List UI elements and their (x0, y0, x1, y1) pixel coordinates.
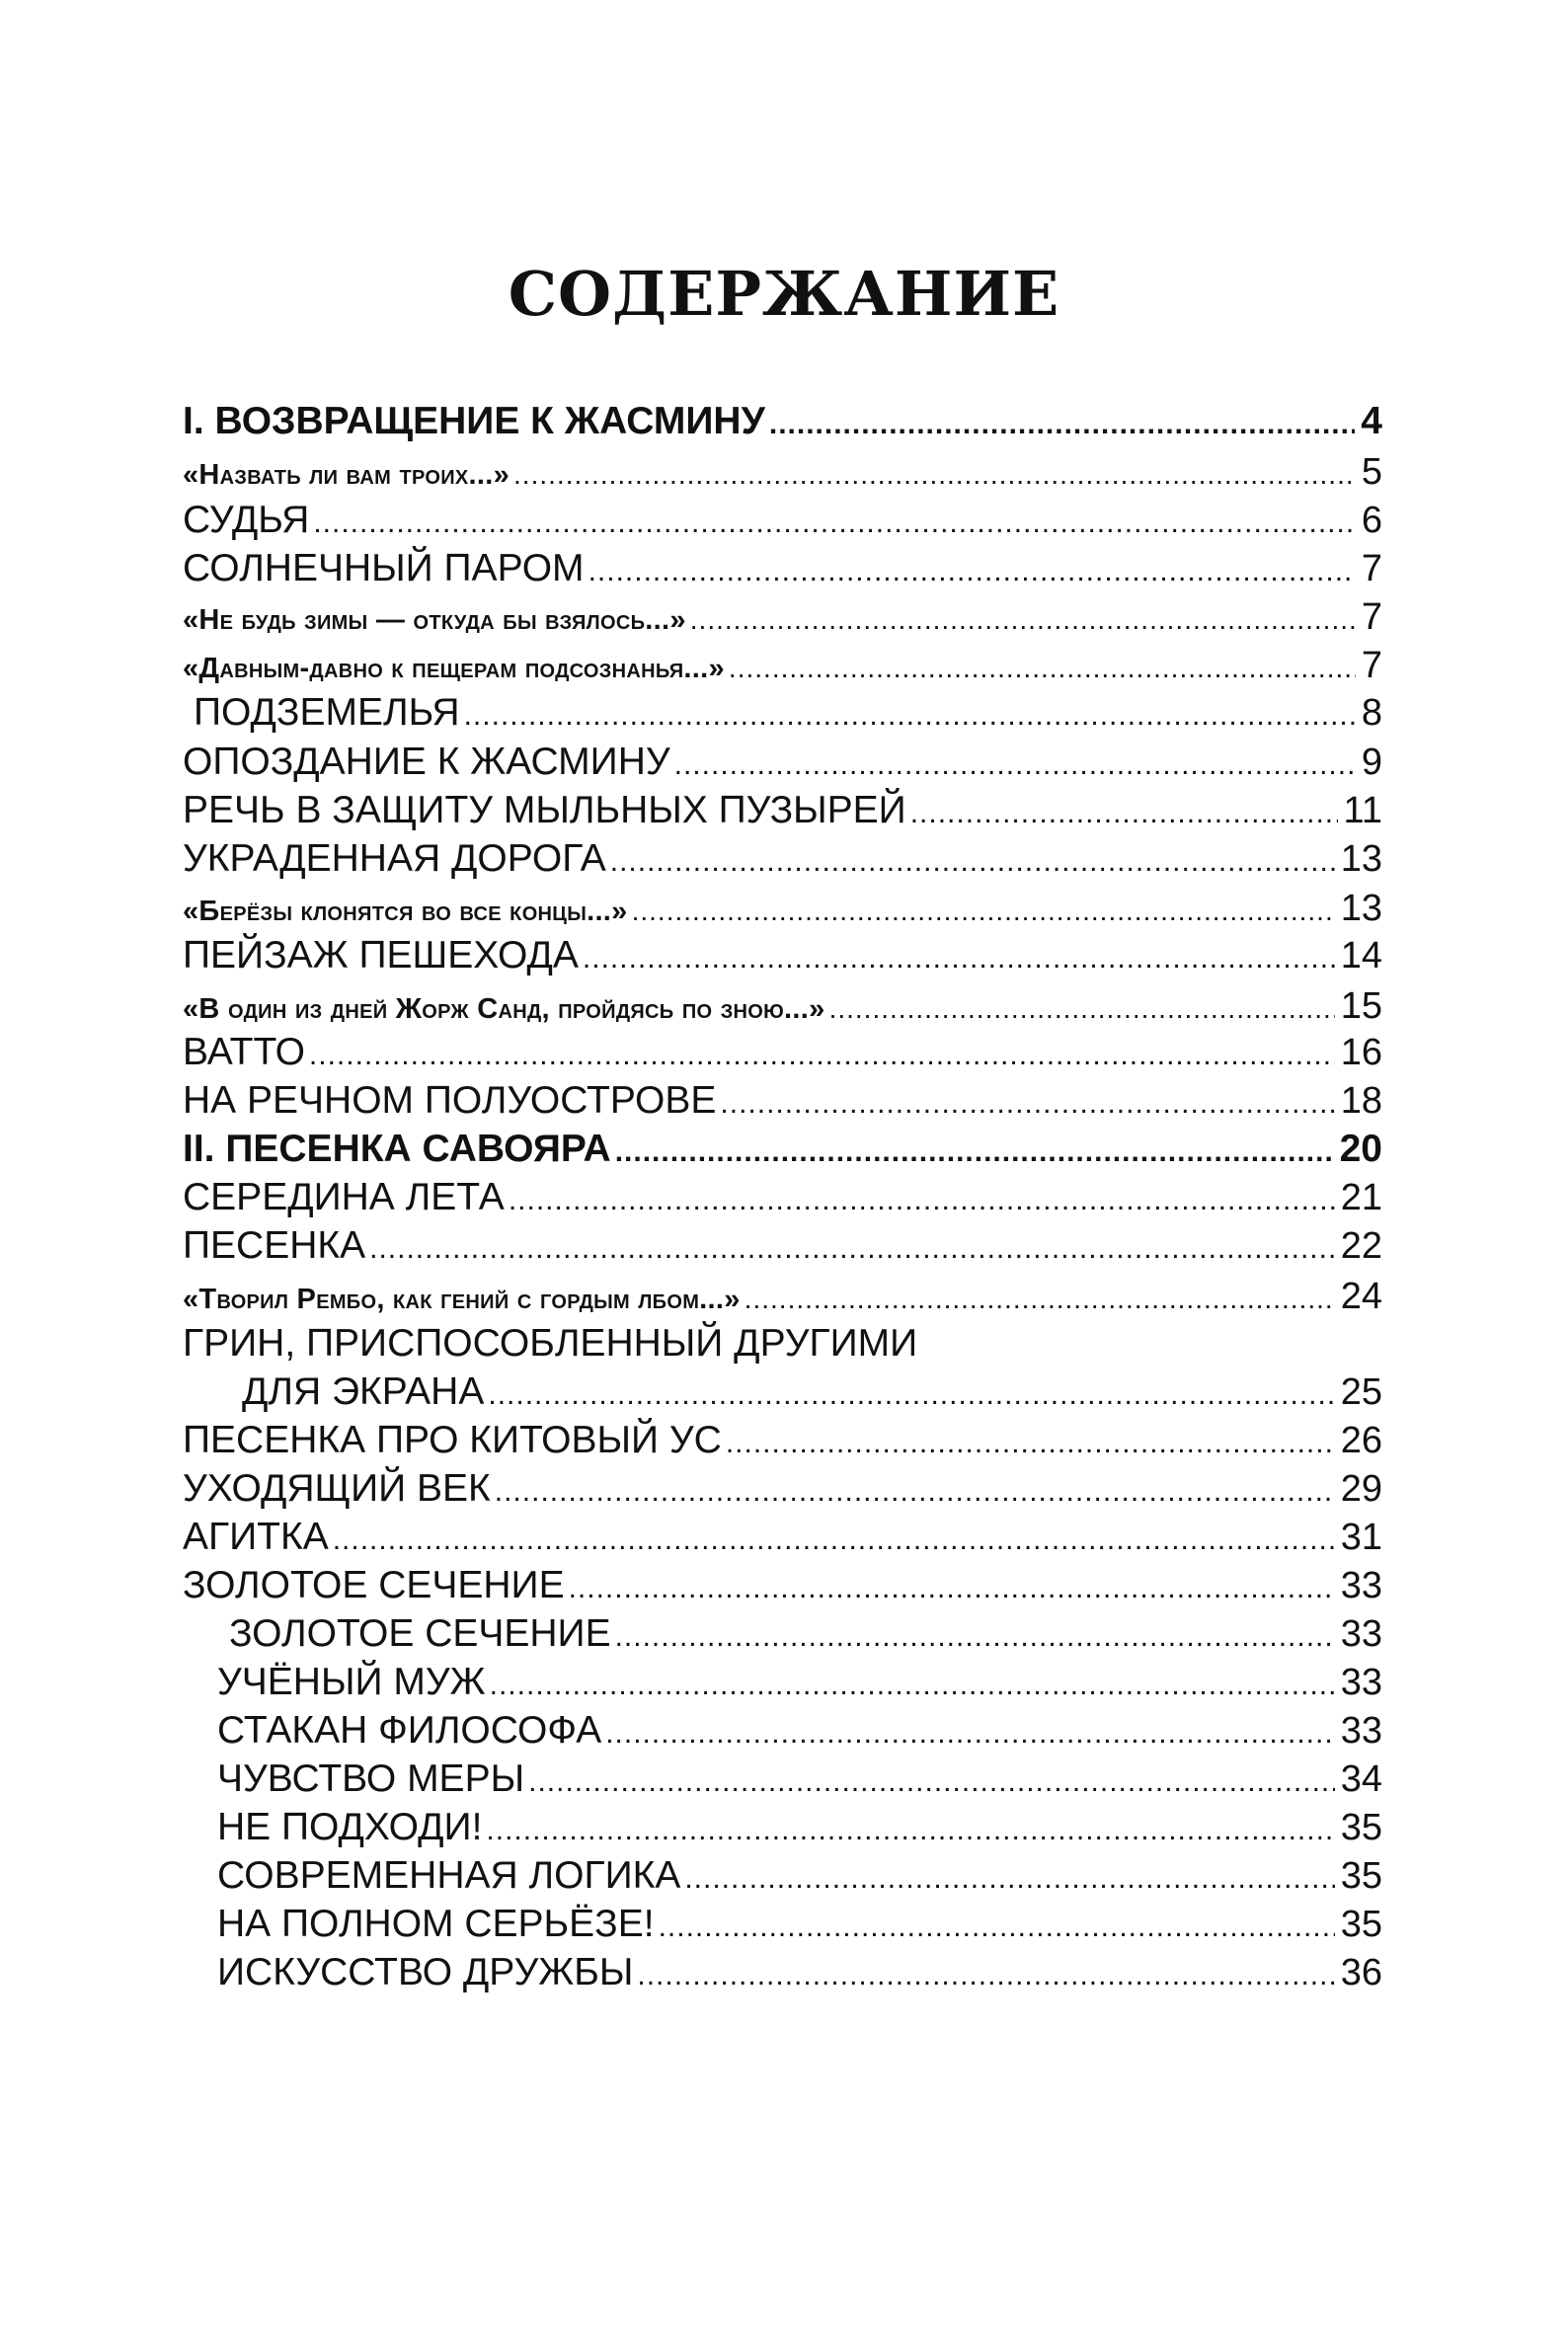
toc-entry[interactable] (183, 932, 1382, 982)
toc-entry-page: 13 (1340, 888, 1382, 929)
toc-entry-title: ЗОЛОТОЕ СЕЧЕНИЕ (183, 1564, 565, 1606)
toc-entry-page: 24 (1340, 1276, 1382, 1317)
toc-entry-title: СТАКАН ФИЛОСОФА (217, 1709, 602, 1752)
toc-entry-title: ЗОЛОТОЕ СЕЧЕНИЕ (229, 1612, 611, 1655)
dot-leader (588, 548, 1356, 595)
toc-entry-page: 13 (1340, 838, 1382, 880)
dot-leader (583, 935, 1335, 982)
toc-entry-title: УЧЁНЫЙ МУЖ (217, 1661, 486, 1703)
toc-entry-page: 25 (1340, 1371, 1382, 1413)
toc-entry-title: СУДЬЯ (183, 499, 310, 541)
toc-entry-title: ПЕСЕНКА (183, 1224, 366, 1267)
toc-entry[interactable] (183, 646, 1382, 688)
toc-entry-section-1[interactable] (183, 398, 1382, 448)
toc-entry-title: УХОДЯЩИЙ ВЕК (183, 1467, 491, 1510)
toc-entry-title: РЕЧЬ В ЗАЩИТУ МЫЛЬНЫХ ПУЗЫРЕЙ (183, 789, 906, 831)
toc-entry-title: «Не будь зимы — откуда бы взялось...» (183, 604, 686, 636)
dot-leader (528, 1758, 1335, 1806)
dot-leader (488, 1371, 1334, 1419)
page-title: СОДЕРЖАНИЕ (508, 258, 1060, 330)
toc-entry[interactable] (217, 1707, 1382, 1757)
toc-entry-page: 20 (1339, 1128, 1382, 1170)
dot-leader (513, 455, 1356, 495)
toc-entry[interactable] (183, 1417, 1382, 1467)
toc-entry-page: 31 (1340, 1517, 1382, 1558)
toc-entry[interactable] (194, 689, 1382, 740)
dot-leader (333, 1517, 1335, 1564)
dot-leader (313, 500, 1356, 547)
toc-entry-page: 5 (1361, 451, 1382, 493)
toc-entry-title: II. ПЕСЕНКА САВОЯРА (183, 1128, 611, 1170)
toc-entry[interactable] (183, 497, 1382, 547)
toc-entry-page: 33 (1340, 1662, 1382, 1703)
toc-entry-page: 7 (1361, 645, 1382, 686)
dot-leader (615, 1129, 1334, 1176)
toc-entry[interactable] (183, 545, 1382, 595)
toc-entry-page: 29 (1340, 1468, 1382, 1510)
toc-entry[interactable] (183, 1562, 1382, 1612)
toc-entry-title: ОПОЗДАНИЕ К ЖАСМИНУ (183, 741, 670, 783)
toc-entry-title: «Давным-давно к пещерам подсознанья...» (183, 653, 725, 684)
toc-entry-title: АГИТКА (183, 1516, 329, 1558)
toc-entry[interactable] (183, 1077, 1382, 1128)
toc-entry-page: 9 (1361, 742, 1382, 783)
toc-entry[interactable] (183, 1277, 1382, 1319)
toc-entry-page: 4 (1361, 400, 1382, 442)
toc-entry[interactable] (183, 835, 1382, 886)
dot-leader (720, 1080, 1334, 1128)
toc-entry[interactable] (183, 1174, 1382, 1224)
toc-entry[interactable] (217, 1756, 1382, 1806)
dot-leader (509, 1177, 1335, 1224)
toc-entry-title: ПЕСЕНКА ПРО КИТОВЫЙ УС (183, 1419, 722, 1461)
toc-entry[interactable] (217, 1852, 1382, 1903)
toc-entry-title: ВАТТО (183, 1031, 305, 1073)
toc-entry-section-2[interactable] (183, 1126, 1382, 1176)
toc-entry[interactable] (183, 787, 1382, 837)
toc-entry[interactable] (183, 889, 1382, 931)
toc-entry-title: УКРАДЕННАЯ ДОРОГА (183, 837, 606, 880)
toc-entry-page: 35 (1340, 1904, 1382, 1945)
toc-entry[interactable] (217, 1901, 1382, 1951)
dot-leader (309, 1032, 1335, 1079)
toc-entry-page: 33 (1340, 1613, 1382, 1655)
toc-entry-title: НЕ ПОДХОДИ! (217, 1806, 483, 1848)
toc-entry-page: 35 (1340, 1855, 1382, 1897)
dot-leader (495, 1468, 1335, 1516)
toc-entry[interactable] (183, 597, 1382, 640)
dot-leader (659, 1904, 1335, 1951)
dot-leader (615, 1613, 1335, 1661)
toc-entry-title: «Назвать ли вам троих...» (183, 459, 510, 491)
toc-entry-page: 26 (1340, 1420, 1382, 1461)
toc-entry-page: 33 (1340, 1710, 1382, 1752)
dot-leader (605, 1710, 1335, 1757)
dot-leader (637, 1952, 1334, 1999)
toc-entry[interactable] (217, 1659, 1382, 1709)
toc-entry-page: 6 (1361, 500, 1382, 541)
toc-entry-title-line-1[interactable]: ГРИН, ПРИСПОСОБЛЕННЫЙ ДРУГИМИ (183, 1322, 918, 1365)
dot-leader (910, 790, 1338, 837)
toc-entry-page: 22 (1340, 1225, 1382, 1267)
toc-entry[interactable] (217, 1804, 1382, 1854)
toc-entry-title: СЕРЕДИНА ЛЕТА (183, 1176, 505, 1218)
dot-leader (829, 989, 1335, 1029)
toc-entry-page: 11 (1343, 790, 1382, 831)
toc-entry-title: «Берёзы клонятся во все концы...» (183, 896, 628, 927)
toc-entry[interactable] (183, 1465, 1382, 1516)
dot-leader (684, 1855, 1334, 1903)
toc-entry[interactable] (183, 1222, 1382, 1273)
toc-entry-page: 8 (1361, 692, 1382, 734)
dot-leader (729, 649, 1356, 688)
toc-entry-page: 35 (1340, 1807, 1382, 1848)
toc-entry-title: «Творил Рембо, как гений с гордым лбом...» (183, 1284, 741, 1315)
toc-entry[interactable] (183, 452, 1382, 495)
dot-leader (674, 742, 1356, 789)
toc-entry-title: НА РЕЧНОМ ПОЛУОСТРОВЕ (183, 1079, 717, 1122)
toc-entry-title: ПЕЙЗАЖ ПЕШЕХОДА (183, 934, 579, 976)
toc-entry-title: ЧУВСТВО МЕРЫ (217, 1757, 525, 1800)
toc-entry-page: 15 (1340, 985, 1382, 1027)
toc-entry-title: I. ВОЗВРАЩЕНИЕ К ЖАСМИНУ (183, 400, 765, 442)
dot-leader (569, 1565, 1335, 1612)
toc-entry-page: 18 (1340, 1080, 1382, 1122)
toc-entry[interactable] (183, 739, 1382, 789)
toc-entry-page: 16 (1340, 1032, 1382, 1073)
toc-entry[interactable] (242, 1368, 1382, 1419)
toc-entry-title: ИСКУССТВО ДРУЖБЫ (217, 1951, 634, 1993)
toc-entry[interactable] (183, 1029, 1382, 1079)
dot-leader (369, 1225, 1335, 1273)
toc-entry-title: НА ПОЛНОМ СЕРЬЁЗЕ! (217, 1903, 655, 1945)
toc-entry-title: ДЛЯ ЭКРАНА (242, 1370, 485, 1413)
toc-entry-page: 7 (1361, 548, 1382, 589)
dot-leader (769, 401, 1355, 448)
dot-leader (486, 1807, 1334, 1854)
toc-entry-title: СОЛНЕЧНЫЙ ПАРОМ (183, 547, 585, 589)
dot-leader (610, 838, 1335, 886)
toc-entry-page: 33 (1340, 1565, 1382, 1606)
toc-entry-page: 21 (1340, 1177, 1382, 1218)
toc-entry[interactable] (217, 1949, 1382, 1999)
toc-entry-title: ПОДЗЕМЕЛЬЯ (194, 691, 460, 734)
toc-entry-page: 34 (1340, 1758, 1382, 1800)
dot-leader (632, 892, 1335, 931)
toc-entry-page: 7 (1361, 596, 1382, 638)
dot-leader (726, 1420, 1335, 1467)
toc-entry-page: 36 (1340, 1952, 1382, 1993)
toc-entry[interactable] (183, 986, 1382, 1029)
dot-leader (490, 1662, 1335, 1709)
dot-leader (464, 692, 1356, 740)
dot-leader (745, 1280, 1335, 1319)
toc-entry[interactable] (229, 1610, 1382, 1661)
toc-entry-page: 14 (1340, 935, 1382, 976)
dot-leader (690, 600, 1356, 640)
toc-entry-title: СОВРЕМЕННАЯ ЛОГИКА (217, 1854, 681, 1897)
toc-entry[interactable] (183, 1514, 1382, 1564)
toc-entry-title: «В один из дней Жорж Санд, пройдясь по зною...» (183, 993, 825, 1025)
